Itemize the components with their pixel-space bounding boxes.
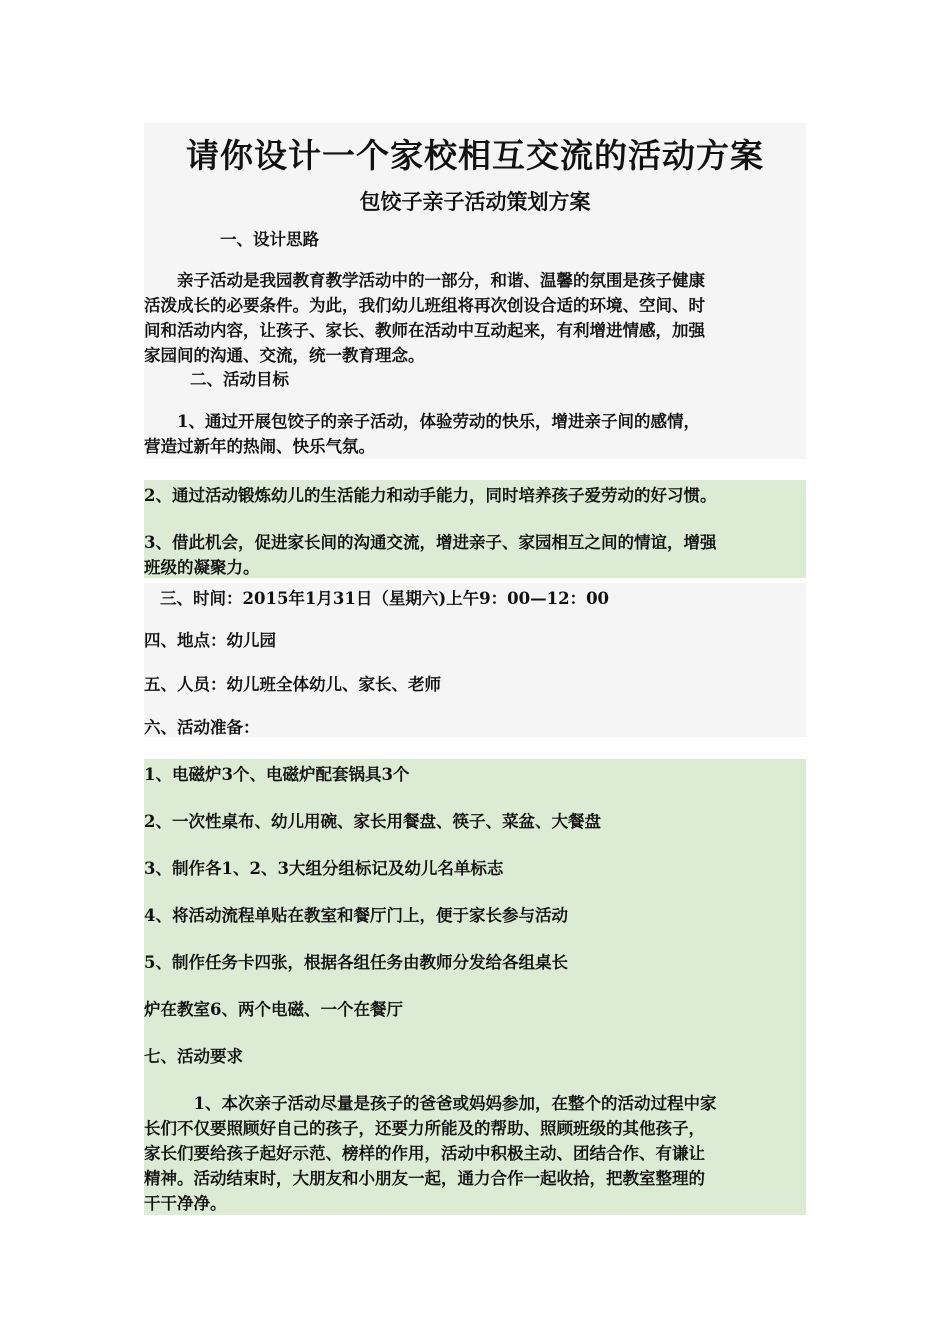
prep-item: 2、一次性桌布、幼儿用碗、家长用餐盘、筷子、菜盆、大餐盘: [144, 812, 601, 831]
place-line: 四、地点：幼儿园: [144, 631, 276, 650]
section-top: [144, 123, 806, 459]
people-line: 五、人员：幼儿班全体幼儿、家长、老师: [144, 675, 441, 694]
prep-item: 5、制作任务卡四张，根据各组任务由教师分发给各组桌长: [144, 953, 568, 972]
sec1-body: 亲子活动是我园教育教学活动中的一部分，和谐、温馨的氛围是孩子健康 活泼成长的必要条件。为此，我们幼儿班组将再次创设合适的环境、空间、时 间和活动内容，让孩子、家长、教师在活动中互动起来，有利增进情感，加强 家园间的沟通、交流，统一教育理念。: [144, 271, 705, 365]
sec2-heading: 二、活动目标: [190, 370, 289, 389]
goal-1: 1、通过开展包饺子的亲子活动，体验劳动的快乐，增进亲子间的感情， 营造过新年的热闹、快乐气氛。: [144, 412, 700, 456]
section-prep: [144, 759, 806, 1215]
time-line: 三、时间：2015年1月31日（星期六)上午9：00—12：00: [160, 589, 610, 608]
req-1: 1、本次亲子活动尽量是孩子的爸爸或妈妈参加，在整个的活动过程中家 长们不仅要照顾好自己的孩子，还要力所能及的帮助、照顾班级的其他孩子， 家长们要给孩子起好示范、榜样的作用，活动中积极主动、团结合作、有谦让 精神。活动结束时，大朋友和小朋友一起，通力合作一起收拾，把教室整理的 干干净净。: [144, 1094, 717, 1213]
prep-item: 4、将活动流程单贴在教室和餐厅门上，便于家长参与活动: [144, 906, 568, 925]
goal-3: 3、借此机会，促进家长间的沟通交流，增进亲子、家园相互之间的情谊，增强 班级的凝聚力。: [144, 533, 717, 577]
req-heading: 七、活动要求: [144, 1047, 243, 1066]
section-goals: [144, 480, 806, 578]
prep-item: 1、电磁炉3个、电磁炉配套锅具3个: [144, 765, 410, 784]
goal-2: 2、通过活动锻炼幼儿的生活能力和动手能力，同时培养孩子爱劳动的好习惯。: [144, 486, 717, 505]
prep-item: 炉在教室6、两个电磁、一个在餐厅: [144, 1000, 403, 1019]
prep-heading: 六、活动准备：: [144, 718, 260, 737]
section-info: [144, 583, 806, 737]
prep-item: 3、制作各1、2、3大组分组标记及幼儿名单标志: [144, 859, 504, 878]
subtitle: 包饺子亲子活动策划方案: [359, 189, 591, 214]
sec1-heading: 一、设计思路: [220, 230, 319, 249]
main-title: 请你设计一个家校相互交流的活动方案: [186, 136, 764, 175]
